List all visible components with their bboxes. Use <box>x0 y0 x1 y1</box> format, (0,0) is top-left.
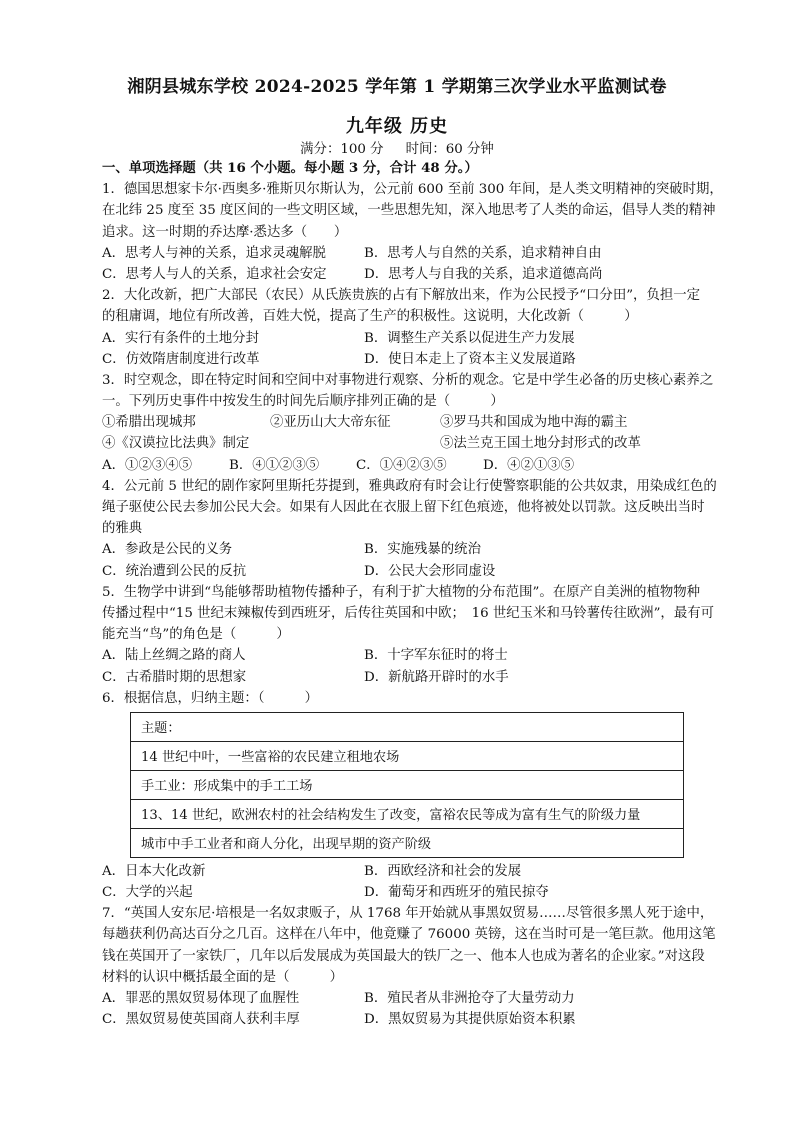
question-stem-line: 3．时空观念，即在特定时间和空间中对事物进行观察、分析的观念。它是中学生必备的历史核心素养之 <box>102 372 714 388</box>
options-row <box>102 349 702 370</box>
option-d[interactable]: D．葡萄牙和西班牙的殖民掠夺 <box>364 885 549 901</box>
option-c[interactable]: C．①④②③⑤ <box>356 457 447 473</box>
table-row <box>131 741 684 770</box>
option-c[interactable]: C．大学的兴起 <box>102 885 193 901</box>
question-4 <box>102 476 717 582</box>
options-row <box>102 264 702 285</box>
options-row <box>102 667 702 688</box>
option-b[interactable]: B．思考人与自然的关系，追求精神自由 <box>364 245 602 261</box>
options-row <box>102 988 702 1009</box>
question-stem-line: 2．大化改新，把广大部民（农民）从氏族贵族的占有下解放出来，作为公民授予“口分田”，负担一定 <box>102 288 701 304</box>
option-d[interactable]: D．新航路开辟时的水手 <box>364 669 509 685</box>
question-stem-line: 的雅典 <box>102 521 143 537</box>
option-d[interactable]: D．黑奴贸易为其提供原始资本积累 <box>364 1012 576 1028</box>
event-item: ④《汉谟拉比法典》制定 <box>102 436 250 452</box>
option-b[interactable]: B．十字军东征时的将士 <box>364 648 508 664</box>
option-d[interactable]: D．公民大会形同虚设 <box>364 563 496 579</box>
table-row <box>131 828 684 857</box>
options-row <box>102 455 702 476</box>
event-items-row <box>102 412 702 433</box>
options-row <box>102 243 702 264</box>
info-table <box>130 712 684 858</box>
table-cell: 14 世纪中叶，一些富裕的农民建立租地农场 <box>131 741 684 770</box>
exam-content <box>102 158 723 1030</box>
question-stem-line: 材料的认识中概括最全面的是（ ） <box>102 969 344 985</box>
option-a[interactable]: A．①②③④⑤ <box>102 457 193 473</box>
section-heading: 一、单项选择题（共 16 个小题。每小题 3 分，合计 48 分。） <box>102 160 478 176</box>
question-2 <box>102 285 702 370</box>
question-3 <box>102 370 714 476</box>
option-b[interactable]: B．④①②③⑤ <box>229 457 320 473</box>
question-stem-line: 一。下列历史事件中按发生的时间先后顺序排列正确的是（ ） <box>102 394 504 410</box>
options-row <box>102 328 702 349</box>
exam-meta <box>0 138 794 157</box>
option-a[interactable]: A．思考人与神的关系，追求灵魂解脱 <box>102 245 326 261</box>
question-stem-line: 绳子驱使公民去参加公民大会。如果有人因此在衣服上留下红色痕迹，他将被处以罚款。这反映出当时 <box>102 500 705 515</box>
option-c[interactable]: C．仿效隋唐制度进行改革 <box>102 351 260 367</box>
question-stem-line: 钱在英国开了一家铁厂，几年以后发展成为英国最大的铁厂之一、他本人也成为著名的企业家。”对这段 <box>102 948 705 964</box>
option-a[interactable]: A．实行有条件的土地分封 <box>102 330 259 346</box>
option-d[interactable]: D．使日本走上了资本主义发展道路 <box>364 351 576 367</box>
options-row <box>102 539 702 560</box>
option-b[interactable]: B．西欧经济和社会的发展 <box>364 863 522 879</box>
option-b[interactable]: B．殖民者从非洲抢夺了大量劳动力 <box>364 991 575 1006</box>
option-d[interactable]: D．思考人与自我的关系，追求道德高尚 <box>364 266 603 282</box>
option-b[interactable]: B．实施残暴的统治 <box>364 542 481 558</box>
table-cell: 城市中手工业者和商人分化，出现早期的资产阶级 <box>131 828 684 857</box>
table-row <box>131 770 684 799</box>
table-cell: 13、14 世纪，欧洲农村的社会结构发生了改变，富裕农民等成为富有生气的阶级力量 <box>131 799 684 828</box>
option-b[interactable]: B．调整生产关系以促进生产力发展 <box>364 330 575 346</box>
question-stem-line: 每趟获利仍高达百分之几百。这样在八年中，他竟赚了 76000 英镑，这在当时可是一笔巨款。他用这笔 <box>102 927 716 943</box>
question-stem-line: 在北纬 25 度至 35 度区间的一些文明区域，一些思想先知，深入地思考了人类的命运，倡导人类的精神 <box>102 203 716 219</box>
question-6 <box>102 688 702 904</box>
question-stem-line: 追求。这一时期的乔达摩·悉达多（ ） <box>102 224 348 240</box>
option-c[interactable]: C．思考人与人的关系，追求社会安定 <box>102 266 327 282</box>
options-row <box>102 561 702 582</box>
option-d[interactable]: D．④②①③⑤ <box>483 457 575 473</box>
score-info: 满分：100 分 <box>300 142 384 157</box>
options-row <box>102 882 702 903</box>
question-stem-line: 的租庸调，地位有所改善，百姓大悦，提高了生产的积极性。这说明，大化改新（ ） <box>102 309 638 325</box>
question-stem-line: 7．“英国人安东尼·培根是一名奴隶贩子，从 1768 年开始就从事黑奴贸易……尽管很多黑人死于途中， <box>102 906 714 922</box>
event-item: ②亚历山大大帝东征 <box>270 415 391 431</box>
event-item: ③罗马共和国成为地中海的霸主 <box>440 415 628 431</box>
question-stem-line: 5．生物学中讲到“鸟能够帮助植物传播种子，有利于扩大植物的分布范围”。在原产自美洲的植物物种 <box>102 584 701 600</box>
table-cell: 手工业：形成集中的手工工场 <box>131 770 684 799</box>
option-a[interactable]: A．日本大化改新 <box>102 863 206 879</box>
question-stem-line: 传播过程中“15 世纪末辣椒传到西班牙，后传往英国和中欧； 16 世纪玉米和马铃薯传往欧洲”，最有可 <box>102 605 714 621</box>
exam-subtitle: 九年级 历史 <box>345 116 449 137</box>
option-a[interactable]: A．罪恶的黑奴贸易体现了血腥性 <box>102 991 300 1006</box>
option-a[interactable]: A．陆上丝绸之路的商人 <box>102 648 246 664</box>
question-stem-line: 6．根据信息，归纳主题：（ ） <box>102 690 319 706</box>
table-cell: 主题： <box>131 712 684 741</box>
options-row <box>102 645 702 666</box>
question-stem-line: 4．公元前 5 世纪的剧作家阿里斯托芬提到，雅典政府有时会让行使警察职能的公共奴隶，用染成红色的 <box>102 478 717 494</box>
event-items-row <box>102 433 702 454</box>
table-row <box>131 799 684 828</box>
question-stem-line: 能充当“鸟”的角色是（ ） <box>102 627 290 643</box>
event-item: ①希腊出现城邦 <box>102 415 196 431</box>
question-1 <box>102 179 723 285</box>
question-5 <box>102 582 714 688</box>
table-row <box>131 712 684 741</box>
option-c[interactable]: C．黑奴贸易使英国商人获利丰厚 <box>102 1012 300 1028</box>
options-row <box>102 861 702 882</box>
exam-title: 湘阴县城东学校 2024-2025 学年第 1 学期第三次学业水平监测试卷 <box>127 77 667 97</box>
event-item: ⑤法兰克王国土地分封形式的改革 <box>440 436 641 452</box>
option-c[interactable]: C．古希腊时期的思想家 <box>102 669 247 685</box>
option-a[interactable]: A．参政是公民的义务 <box>102 542 233 558</box>
question-7 <box>102 903 716 1030</box>
question-stem-line: 1．德国思想家卡尔·西奥多·雅斯贝尔斯认为，公元前 600 至前 300 年间，是人类文明精神的突破时期， <box>102 182 723 198</box>
options-row <box>102 1009 702 1030</box>
option-c[interactable]: C．统治遭到公民的反抗 <box>102 563 247 579</box>
time-info: 时间：60 分钟 <box>405 142 494 157</box>
